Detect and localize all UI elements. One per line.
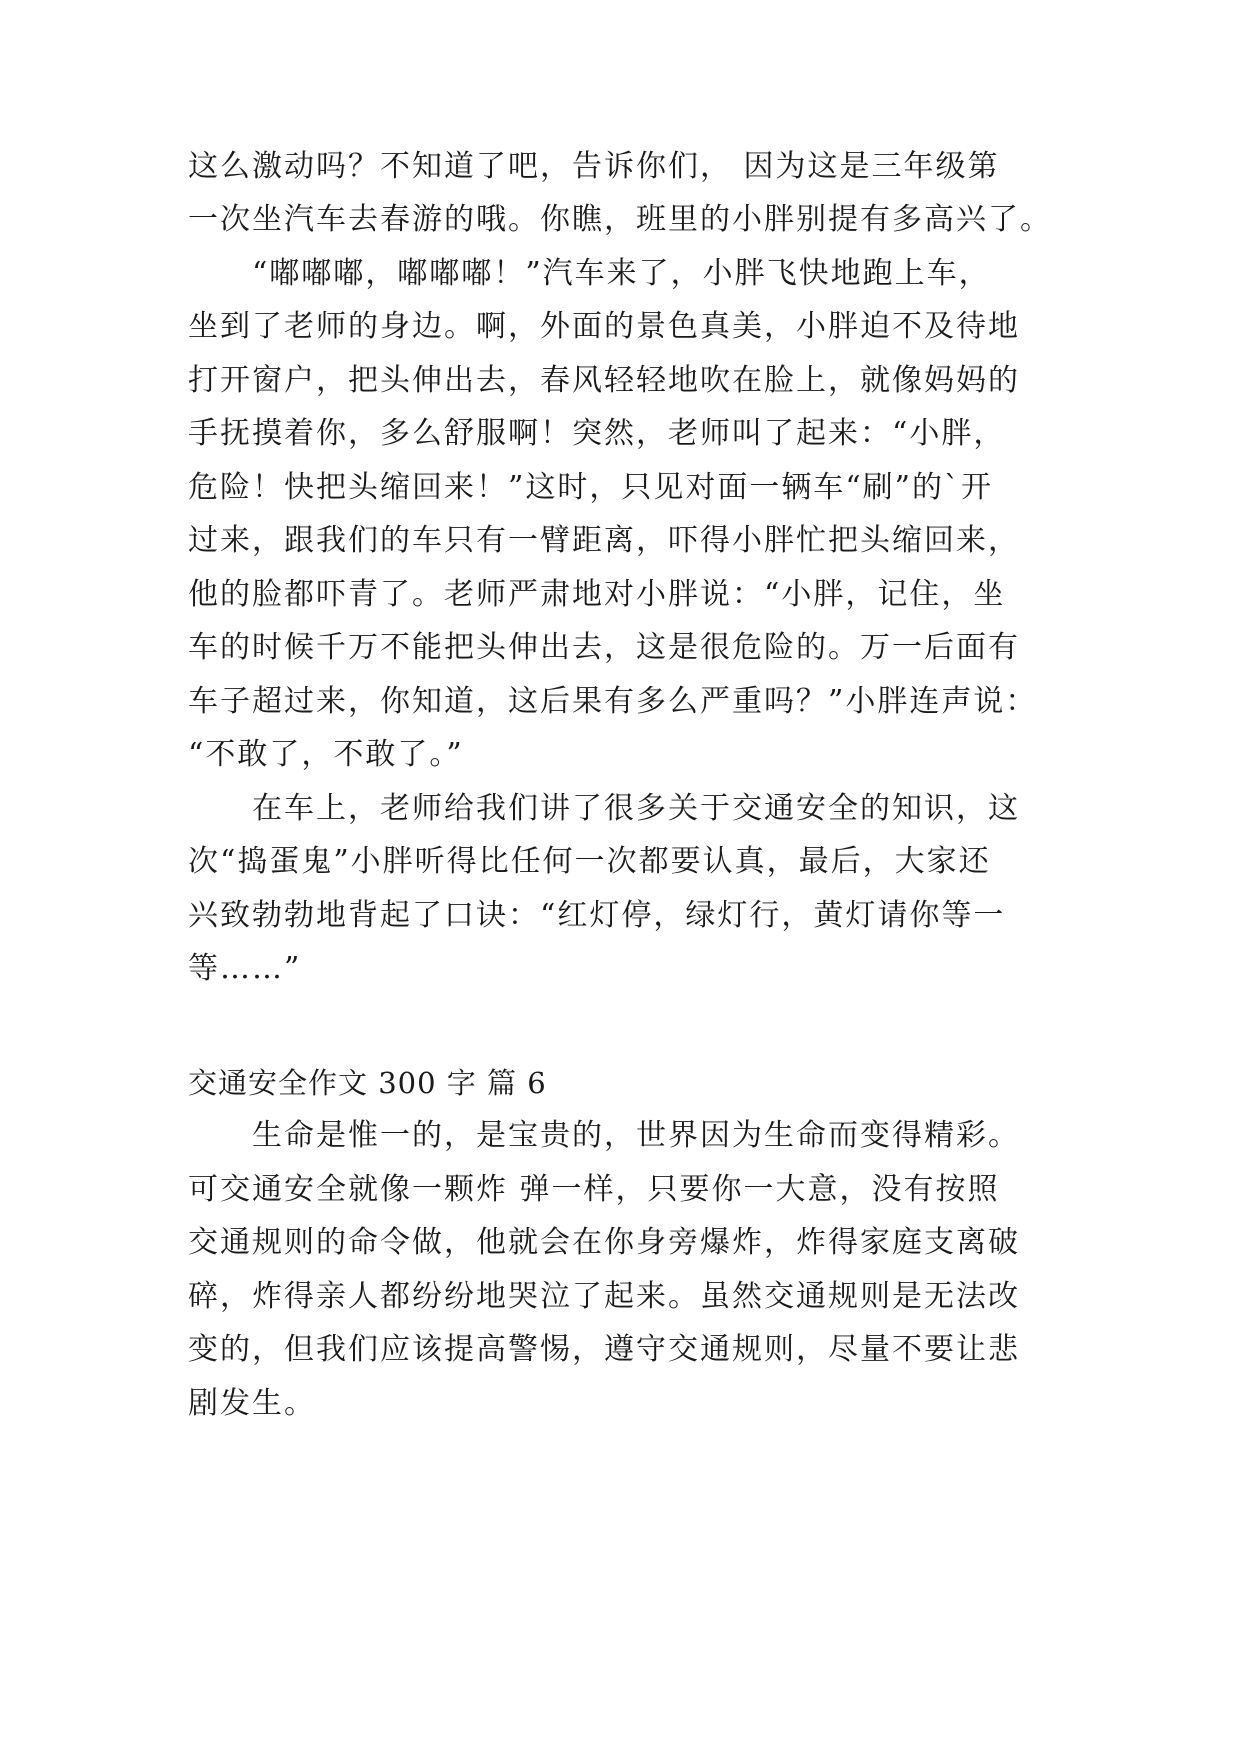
text-line: 碎，炸得亲人都纷纷地哭泣了起来。虽然交通规则是无法改 — [188, 1279, 1020, 1314]
text-line: 剧发生。 — [188, 1386, 316, 1421]
text-line: 变的，但我们应该提高警惕，遵守交通规则，尽量不要让悲 — [188, 1332, 1020, 1367]
text-line: 危险！快把头缩回来！”这时，只见对面一辆车“刷”的`开 — [188, 470, 994, 505]
text-line: 车的时候千万不能把头伸出去，这是很危险的。万一后面有 — [188, 630, 1020, 665]
section-heading: 交通安全作文 300 字 篇 6 — [188, 1066, 547, 1100]
text-line: 手抚摸着你，多么舒服啊！突然，老师叫了起来：“小胖， — [188, 416, 1006, 451]
text-line: 坐到了老师的身边。啊，外面的景色真美，小胖迫不及待地 — [188, 309, 1020, 344]
text-line: “嘟嘟嘟，嘟嘟嘟！”汽车来了，小胖飞快地跑上车， — [188, 256, 991, 291]
text-line: 这么激动吗？不知道了吧，告诉你们， 因为这是三年级第 — [188, 149, 1000, 184]
text-line: 过来，跟我们的车只有一臂距离，吓得小胖忙把头缩回来， — [188, 523, 1020, 558]
text-line: 次“捣蛋鬼”小胖听得比任何一次都要认真，最后，大家还 — [188, 844, 991, 879]
text-line: 打开窗户，把头伸出去，春风轻轻地吹在脸上，就像妈妈的 — [188, 363, 1020, 398]
text-line: 生命是惟一的，是宝贵的，世界因为生命而变得精彩。 — [188, 1118, 1020, 1153]
text-line: 一次坐汽车去春游的哦。你瞧，班里的小胖别提有多高兴了。 — [188, 202, 1052, 237]
text-line: 兴致勃勃地背起了口诀：“红灯停，绿灯行，黄灯请你等一 — [188, 898, 1006, 933]
text-line: 等……” — [188, 951, 302, 986]
text-line: 车子超过来，你知道，这后果有多么严重吗？”小胖连声说： — [188, 684, 1038, 719]
text-line: 在车上，老师给我们讲了很多关于交通安全的知识，这 — [188, 791, 1020, 826]
text-line: 交通规则的命令做，他就会在你身旁爆炸，炸得家庭支离破 — [188, 1225, 1020, 1260]
text-line: 可交通安全就像一颗炸 弹一样，只要你一大意，没有按照 — [188, 1172, 1000, 1207]
text-line: 他的脸都吓青了。老师严肃地对小胖说：“小胖，记住，坐 — [188, 577, 1006, 612]
text-line: “不敢了，不敢了。” — [188, 737, 464, 772]
